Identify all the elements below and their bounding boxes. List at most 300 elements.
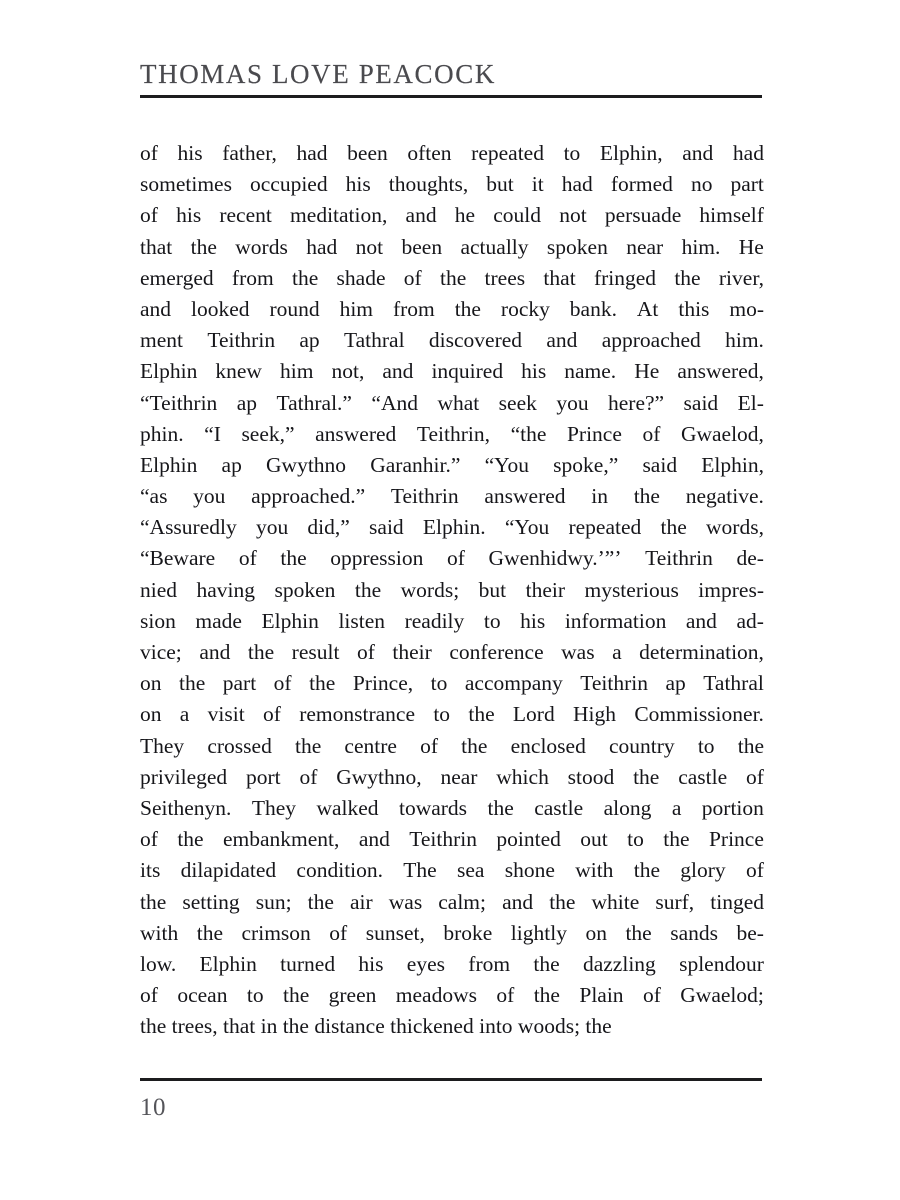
word: with <box>575 858 614 883</box>
word: Elphin <box>261 608 319 633</box>
word: the <box>309 671 336 696</box>
word: Elphin, <box>599 141 663 165</box>
word: Elphin <box>199 951 257 976</box>
footer-rule <box>140 1078 762 1081</box>
word: “as <box>140 484 168 509</box>
page-footer <box>140 1078 762 1122</box>
word: crimson <box>241 920 311 945</box>
word: had <box>306 234 338 259</box>
word: the <box>196 920 224 945</box>
word: and <box>199 640 231 664</box>
word: recent <box>219 203 272 228</box>
word: Gwythno <box>266 452 347 477</box>
word: calm; <box>438 889 487 914</box>
page-number: 10 <box>140 1093 166 1121</box>
word: the <box>461 733 488 758</box>
word: ocean <box>177 983 228 1008</box>
word: Teithrin <box>390 484 459 509</box>
word: you <box>193 484 226 509</box>
text-line <box>140 169 764 200</box>
word: but <box>478 577 507 602</box>
word: with <box>140 920 179 945</box>
word: of <box>140 203 158 228</box>
word: near <box>626 234 664 259</box>
word: Elphin. <box>422 515 486 540</box>
word: repeated <box>568 515 642 540</box>
text-line <box>140 356 764 387</box>
word: At <box>636 296 659 321</box>
word: near <box>440 764 478 789</box>
word: ment <box>140 328 183 353</box>
word: ap <box>221 452 242 477</box>
word: no <box>690 172 713 197</box>
word: the <box>307 889 334 914</box>
text-line <box>140 450 764 481</box>
word: the <box>282 983 310 1008</box>
word: the <box>190 234 217 259</box>
word: mysterious <box>584 577 679 602</box>
body-text <box>140 138 764 1042</box>
word: white <box>591 889 640 914</box>
word: El- <box>737 390 764 415</box>
word: him <box>279 359 314 384</box>
word: They <box>140 733 185 758</box>
word: answered, <box>677 359 764 384</box>
word: the <box>737 733 764 758</box>
word: to <box>483 608 501 633</box>
text-line <box>140 918 764 949</box>
text-line <box>140 793 764 824</box>
word: of <box>140 141 158 165</box>
word: Elphin, <box>701 452 764 477</box>
word: he <box>454 203 476 228</box>
word: part <box>222 671 257 696</box>
word: the <box>140 889 167 914</box>
word: shade <box>336 265 386 290</box>
word: low. <box>140 951 177 976</box>
word: de- <box>736 546 764 571</box>
word: Commissioner. <box>634 702 764 727</box>
word: shone <box>504 858 555 883</box>
word: turned <box>280 951 336 976</box>
word: to <box>246 983 264 1008</box>
word: approached.” <box>251 484 366 509</box>
word: the <box>280 546 307 571</box>
text-line <box>140 543 764 574</box>
word: the <box>633 764 660 789</box>
word: of <box>299 764 318 789</box>
word: result <box>291 640 340 664</box>
word: walked <box>316 795 379 820</box>
text-line <box>140 855 764 886</box>
word: spoke,” <box>553 452 619 477</box>
word: of <box>140 827 158 852</box>
word: of <box>496 983 515 1008</box>
word: Prince <box>708 827 764 852</box>
text-line <box>140 200 764 231</box>
word: fringed <box>593 265 657 290</box>
word: He <box>634 359 660 384</box>
word: their <box>525 577 565 602</box>
word: Prince, <box>352 671 414 696</box>
word: the <box>549 889 576 914</box>
word: Gwythno, <box>336 764 422 789</box>
word: green <box>328 983 377 1008</box>
word: his <box>345 172 371 197</box>
word: you <box>556 390 589 415</box>
word: actually <box>460 234 529 259</box>
word: ap <box>236 390 258 415</box>
text-line <box>140 699 764 730</box>
word: air <box>350 889 373 914</box>
word: Lord <box>512 702 555 727</box>
word: remonstrance <box>299 702 416 727</box>
word: the <box>177 827 204 852</box>
word: a <box>612 640 622 664</box>
word: not, <box>331 359 365 384</box>
word: spoken <box>546 234 608 259</box>
word: vice; <box>140 640 182 664</box>
word: their <box>392 640 432 664</box>
word: eyes <box>406 951 445 976</box>
word: said <box>369 515 404 540</box>
word: oppression <box>330 546 424 571</box>
word: Elphin <box>140 359 198 384</box>
word: “I <box>204 421 221 446</box>
word: the <box>633 858 660 883</box>
word: portion <box>701 795 764 820</box>
word: been <box>401 234 443 259</box>
word: knew <box>215 359 262 384</box>
word: of <box>745 764 764 789</box>
word: him. <box>725 328 764 353</box>
word: Seithenyn. <box>140 795 232 820</box>
word: of <box>420 733 439 758</box>
word: castle <box>678 764 728 789</box>
text-line <box>140 294 764 325</box>
word: bank. <box>569 296 617 321</box>
word: of <box>238 546 257 571</box>
text-line <box>140 481 764 512</box>
word: and <box>382 359 414 384</box>
word: sands <box>670 920 719 945</box>
word: from <box>468 951 511 976</box>
word: to <box>563 141 581 165</box>
word: formed <box>610 172 673 197</box>
word: having <box>196 577 256 602</box>
word: visit <box>207 702 245 727</box>
word: “And <box>371 390 418 415</box>
text-line <box>140 325 764 356</box>
word: made <box>195 608 242 633</box>
word: embankment, <box>222 827 340 852</box>
word: “Assuredly <box>140 515 237 540</box>
word: sion <box>140 608 176 633</box>
word: emerged <box>140 265 214 290</box>
header-rule <box>140 95 762 98</box>
word: of <box>356 640 375 664</box>
word: and <box>358 827 390 852</box>
word: and <box>405 203 437 228</box>
word: crossed <box>207 733 272 758</box>
word: which <box>496 764 549 789</box>
word: Gwaelod; <box>680 983 764 1008</box>
word: father, <box>222 141 277 165</box>
word: the <box>454 296 481 321</box>
word: of <box>329 920 348 945</box>
word: the <box>633 484 660 509</box>
word: the <box>439 265 467 290</box>
word: Teithrin, <box>416 421 491 446</box>
word: privileged <box>140 764 228 789</box>
word: rocky <box>500 296 550 321</box>
word: of <box>745 858 764 883</box>
word: the <box>663 827 690 852</box>
word: centre <box>344 733 397 758</box>
word: himself <box>699 203 764 228</box>
word: his <box>176 203 202 228</box>
word: on <box>140 702 162 727</box>
word: pointed <box>496 827 561 852</box>
word: the <box>354 577 382 602</box>
text-line <box>140 668 764 699</box>
word: dilapidated <box>180 858 277 883</box>
word: sea <box>457 858 485 883</box>
word: readily <box>404 608 465 633</box>
word: and <box>682 141 714 165</box>
text-line <box>140 606 764 637</box>
word: the <box>674 265 701 290</box>
word: spoken <box>274 577 336 602</box>
text-line <box>140 731 764 762</box>
word: but <box>486 172 514 197</box>
word: country <box>608 733 675 758</box>
word: could <box>493 203 542 228</box>
word: occupied <box>250 172 328 197</box>
word: They <box>251 795 296 820</box>
word: accompany <box>464 671 563 696</box>
word: looked <box>190 296 250 321</box>
word: to <box>627 827 644 852</box>
word: Plain <box>579 983 624 1008</box>
word: ap <box>299 328 320 353</box>
word: surf, <box>655 889 695 914</box>
word: Tathral <box>703 671 764 696</box>
text-line <box>140 887 764 918</box>
word: to <box>430 671 448 696</box>
word: of <box>262 702 281 727</box>
word: dazzling <box>582 951 656 976</box>
word: that <box>543 265 576 290</box>
word: sun; <box>255 889 292 914</box>
running-title: THOMAS LOVE PEACOCK <box>140 59 496 89</box>
word: the <box>625 920 652 945</box>
word: Elphin <box>140 452 198 477</box>
word: the <box>533 983 560 1008</box>
word: of <box>140 983 158 1008</box>
word: lightly <box>510 920 567 945</box>
word: the <box>291 265 319 290</box>
word: his <box>521 359 547 384</box>
word: the <box>294 733 322 758</box>
word: The <box>403 858 437 883</box>
word: sometimes <box>140 172 232 197</box>
word: Prince <box>566 421 622 446</box>
word: the <box>247 640 275 664</box>
word: listen <box>338 608 386 633</box>
word: was <box>388 889 423 914</box>
word: to <box>433 702 451 727</box>
word: had <box>732 141 764 165</box>
word: what <box>437 390 480 415</box>
word: that <box>140 234 173 259</box>
word: enclosed <box>510 733 586 758</box>
word: name. <box>564 359 617 384</box>
word: condition. <box>296 858 384 883</box>
text-line <box>140 575 764 606</box>
word: out <box>580 827 608 852</box>
word: meadows <box>395 983 477 1008</box>
word: Teithrin <box>580 671 649 696</box>
word: here?” <box>608 390 665 415</box>
word: and <box>685 608 717 633</box>
word: Teithrin <box>645 546 713 571</box>
word: be- <box>736 920 764 945</box>
word: his <box>520 608 546 633</box>
word: Teithrin <box>207 328 276 353</box>
word: his <box>358 951 384 976</box>
word: seek,” <box>241 421 295 446</box>
word: tinged <box>710 889 764 914</box>
word: from <box>392 296 435 321</box>
word: Gwenhidwy.’”’ <box>488 546 622 571</box>
word: stood <box>567 764 615 789</box>
word: of <box>642 421 661 446</box>
word: Teithrin <box>409 827 478 852</box>
word: setting <box>182 889 240 914</box>
word: the <box>468 702 495 727</box>
word: the <box>178 671 206 696</box>
word: did,” <box>307 515 350 540</box>
word: said <box>683 390 719 415</box>
word: of <box>642 983 661 1008</box>
word: seek <box>498 390 537 415</box>
word: ad- <box>736 608 764 633</box>
word: of <box>447 546 465 571</box>
word: “Beware <box>140 546 216 571</box>
word: Tathral <box>344 328 405 353</box>
text-line <box>140 419 764 450</box>
text-line <box>140 762 764 793</box>
word: meditation, <box>290 203 388 228</box>
word: impres- <box>698 577 764 602</box>
word: “You <box>504 515 550 540</box>
word: and <box>546 328 578 353</box>
text-line <box>140 980 764 1011</box>
word: castle <box>534 795 584 820</box>
word: information <box>564 608 667 633</box>
word: thoughts, <box>388 172 469 197</box>
word: in <box>591 484 608 509</box>
word: been <box>347 141 388 165</box>
word: phin. <box>140 421 184 446</box>
word: him <box>339 296 374 321</box>
word: towards <box>398 795 468 820</box>
word: “You <box>484 452 529 477</box>
word: a <box>671 795 682 820</box>
word: inquired <box>431 359 504 384</box>
page-header <box>140 60 762 98</box>
word: to <box>697 733 715 758</box>
word: He <box>738 234 764 259</box>
word: negative. <box>685 484 764 509</box>
word: words; <box>400 577 460 602</box>
text-line <box>140 512 764 543</box>
text-line <box>140 824 764 855</box>
word: you <box>255 515 289 540</box>
text-line <box>140 138 764 169</box>
word: it <box>531 172 544 197</box>
word: a <box>179 702 190 727</box>
word: glory <box>680 858 726 883</box>
word: determination, <box>639 640 764 664</box>
word: river, <box>718 265 764 290</box>
text-line <box>140 263 764 294</box>
word: and <box>140 296 172 321</box>
word: and <box>502 889 534 914</box>
text-line <box>140 388 764 419</box>
word: on <box>140 671 162 696</box>
word: not <box>559 203 587 228</box>
word: ap <box>665 671 686 696</box>
word: round <box>269 296 320 321</box>
word: conference <box>449 640 544 664</box>
text-line <box>140 949 764 980</box>
text-line: the trees, that in the distance thickened into woods; the <box>140 1014 612 1039</box>
word: from <box>231 265 274 290</box>
word: port <box>246 764 281 789</box>
word: its <box>140 858 161 883</box>
word: approached <box>601 328 701 353</box>
word: Garanhir.” <box>370 452 461 477</box>
word: the <box>487 795 514 820</box>
word: nied <box>140 577 178 602</box>
word: High <box>573 702 617 727</box>
text-line <box>140 232 764 263</box>
word: had <box>296 141 328 165</box>
word: words, <box>706 515 764 540</box>
word: part <box>730 172 764 197</box>
word: answered <box>315 421 397 446</box>
word: sunset, <box>365 920 425 945</box>
text-line <box>140 637 764 668</box>
word: broke <box>443 920 493 945</box>
word: discovered <box>428 328 523 353</box>
word: words <box>235 234 288 259</box>
word: persuade <box>604 203 682 228</box>
word: of <box>273 671 292 696</box>
word: on <box>585 920 607 945</box>
word: “the <box>510 421 547 446</box>
word: trees <box>484 265 526 290</box>
word: Tathral.” <box>276 390 352 415</box>
word: him. <box>681 234 721 259</box>
word: was <box>561 640 595 664</box>
word: along <box>603 795 652 820</box>
word: the <box>660 515 687 540</box>
word: splendour <box>679 951 764 976</box>
word: the <box>533 951 560 976</box>
